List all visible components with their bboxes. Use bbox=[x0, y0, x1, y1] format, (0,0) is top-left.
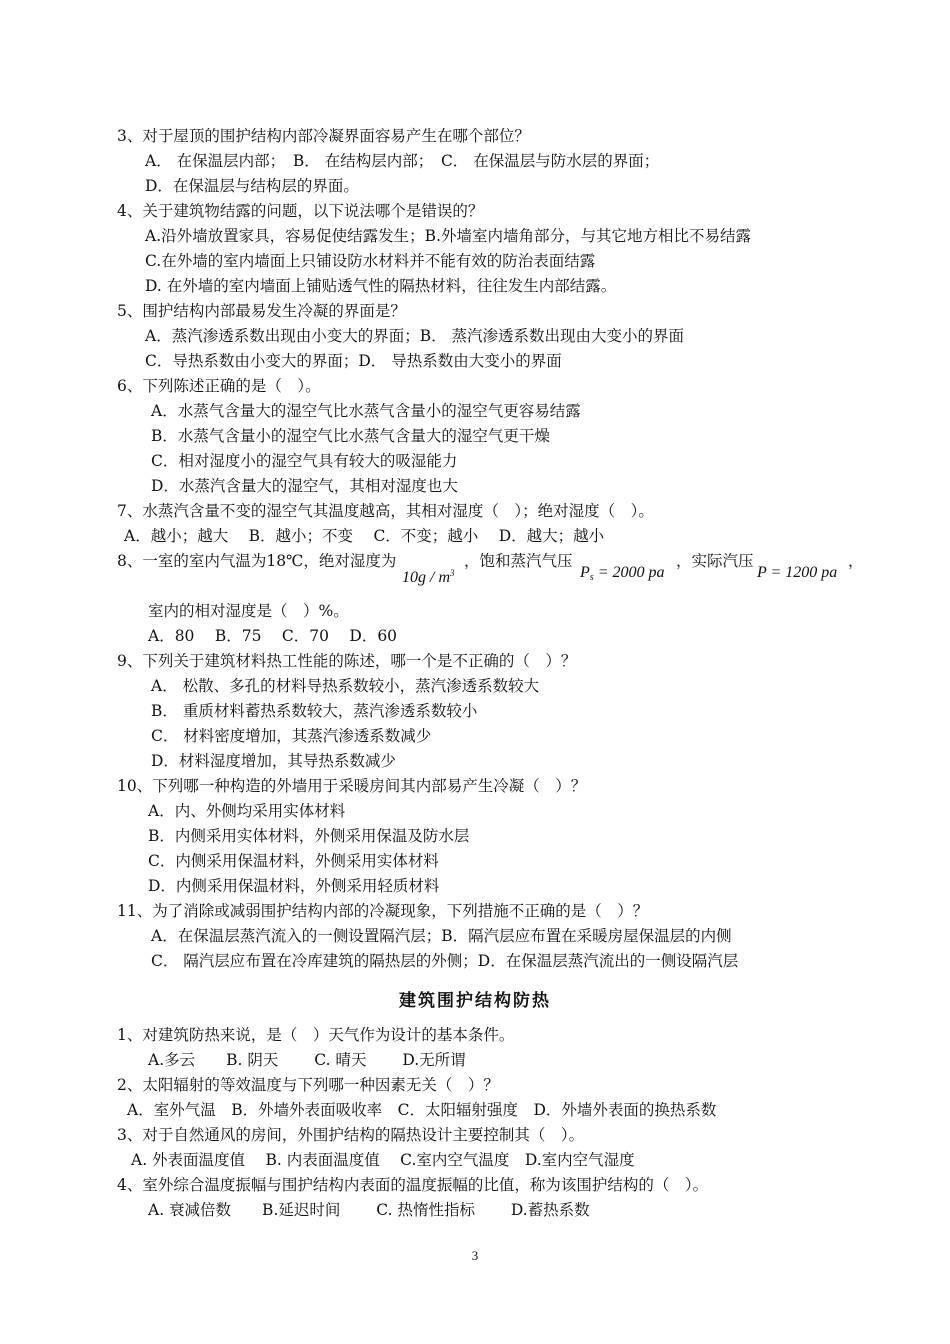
q11-options-cd: C． 隔汽层应布置在冷库建筑的隔热层的外侧；D．在保温层蒸汽流出的一侧设隔汽层 bbox=[151, 952, 739, 970]
q3-text: 3、对于屋顶的围护结构内部冷凝界面容易产生在哪个部位？ bbox=[117, 127, 530, 145]
heat-q4-options: A. 衰减倍数 B.延迟时间 C. 热惰性指标 D.蓄热系数 bbox=[148, 1201, 590, 1219]
q7-options: A．越小；越大 B．越小；不变 C．不变；越小 D．越大；越小 bbox=[124, 527, 605, 545]
abs-humidity-value: 10g / m bbox=[402, 569, 450, 586]
q8-text-part4: ， bbox=[848, 552, 864, 570]
q6-option-a: A．水蒸气含量大的湿空气比水蒸气含量小的湿空气更容易结露 bbox=[151, 402, 581, 420]
q5-options-ab: A．蒸汽渗透系数出现由小变大的界面；B． 蒸汽渗透系数出现由大变小的界面 bbox=[145, 327, 685, 345]
q6-option-d: D．水蒸汽含量大的湿空气，其相对湿度也大 bbox=[151, 477, 458, 495]
q8-options: A．80 B．75 C．70 D．60 bbox=[148, 627, 398, 645]
q8-saturated-pressure-formula bbox=[580, 563, 664, 588]
q9-text: 9、下列关于建筑材料热工性能的陈述，哪一个是不正确的（ ）？ bbox=[117, 652, 577, 670]
heat-q1-options: A.多云 B. 阴天 C. 晴天 D.无所谓 bbox=[148, 1051, 466, 1069]
q8-text-part1: 8、一室的室内气温为18℃，绝对湿度为 bbox=[117, 552, 397, 570]
heat-q4-text: 4、室外综合温度振幅与围护结构内表面的温度振幅的比值，称为该围护结构的（ ）。 bbox=[117, 1176, 709, 1194]
ps-subscript: s bbox=[589, 572, 594, 583]
q8-text-part2: ，饱和蒸汽气压 bbox=[464, 552, 573, 570]
q7-text: 7、水蒸汽含量不变的湿空气其温度越高，其相对湿度（ ）；绝对湿度（ ）。 bbox=[117, 502, 654, 520]
section-title: 建筑围护结构防热 bbox=[399, 991, 551, 1011]
q10-option-d: D．内侧采用保温材料，外侧采用轻质材料 bbox=[148, 877, 440, 895]
heat-q3-options: A. 外表面温度值 B. 内表面温度值 C.室内空气温度 D.室内空气湿度 bbox=[131, 1151, 635, 1169]
heat-q2-options: A．室外气温 B．外墙外表面吸收率 C．太阳辐射强度 D．外墙外表面的换热系数 bbox=[127, 1101, 717, 1119]
q6-option-c: C．相对湿度小的湿空气具有较大的吸湿能力 bbox=[151, 452, 458, 470]
q10-option-b: B．内侧采用实体材料，外侧采用保温及防水层 bbox=[148, 827, 470, 845]
q11-options-ab: A．在保温层蒸汽流入的一侧设置隔汽层；B．隔汽层应布置在采暖房屋保温层的内侧 bbox=[151, 927, 732, 945]
q9-option-b: B． 重质材料蓄热系数较大，蒸汽渗透系数较小 bbox=[151, 702, 478, 720]
q9-option-a: A． 松散、多孔的材料导热系数较小，蒸汽渗透系数较大 bbox=[151, 677, 540, 695]
q6-option-b: B．水蒸气含量小的湿空气比水蒸气含量大的湿空气更干燥 bbox=[151, 427, 550, 445]
q4-option-d: D. 在外墙的室内墙面上铺贴透气性的隔热材料，往往发生内部结露。 bbox=[145, 277, 617, 295]
q3-options-abc: A． 在保温层内部； B． 在结构层内部； C． 在保温层与防水层的界面； bbox=[145, 152, 660, 170]
heat-q3-text: 3、对于自然通风的房间，外围护结构的隔热设计主要控制其（ ）。 bbox=[117, 1126, 585, 1144]
q8-text-cont: 室内的相对湿度是（ ）%。 bbox=[148, 602, 349, 620]
heat-q1-text: 1、对建筑防热来说，是（ ）天气作为设计的基本条件。 bbox=[117, 1026, 515, 1044]
ps-value: = 2000 pa bbox=[597, 564, 665, 581]
q9-option-c: C． 材料密度增加，其蒸汽渗透系数减少 bbox=[151, 727, 432, 745]
q10-option-a: A．内、外侧均采用实体材料 bbox=[148, 802, 346, 820]
page-number: 3 bbox=[471, 1248, 479, 1263]
q8-abs-humidity-formula bbox=[402, 563, 455, 588]
q8-actual-pressure-formula: P = 1200 pa bbox=[757, 564, 838, 581]
q11-text: 11、为了消除或减弱围护结构内部的冷凝现象，下列措施不正确的是（ ）？ bbox=[117, 902, 649, 920]
ps-symbol: P bbox=[580, 564, 590, 581]
q5-text: 5、围护结构内部最易发生冷凝的界面是？ bbox=[117, 302, 406, 320]
q5-options-cd: C．导热系数由小变大的界面；D． 导热系数由大变小的界面 bbox=[145, 352, 562, 370]
q10-text: 10、下列哪一种构造的外墙用于采暖房间其内部易产生冷凝（ ）？ bbox=[117, 777, 587, 795]
q4-option-c: C.在外墙的室内墙面上只铺设防水材料并不能有效的防治表面结露 bbox=[145, 252, 596, 270]
q8-text-part3: ，实际汽压 bbox=[676, 552, 754, 570]
heat-q2-text: 2、太阳辐射的等效温度与下列哪一种因素无关（ ）？ bbox=[117, 1076, 499, 1094]
q3-option-d: D．在保温层与结构层的界面。 bbox=[145, 177, 359, 195]
q4-text: 4、关于建筑物结露的问题，以下说法哪个是错误的？ bbox=[117, 202, 484, 220]
q9-option-d: D．材料湿度增加，其导热系数减少 bbox=[151, 752, 396, 770]
q4-options-ab: A.沿外墙放置家具，容易促使结露发生；B.外墙室内墙角部分，与其它地方相比不易结露 bbox=[145, 227, 751, 245]
abs-humidity-exponent: 3 bbox=[450, 568, 455, 578]
q6-text: 6、下列陈述正确的是（ ）。 bbox=[117, 377, 321, 395]
q10-option-c: C．内侧采用保温材料，外侧采用实体材料 bbox=[148, 852, 439, 870]
